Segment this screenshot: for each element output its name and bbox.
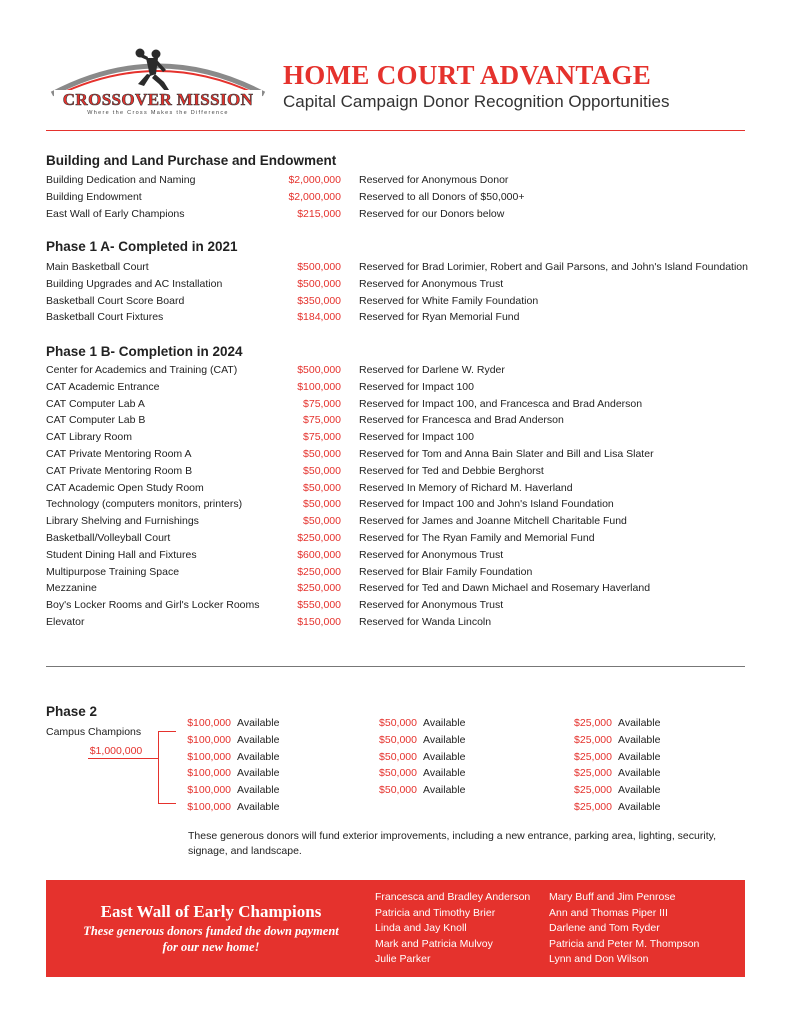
donor-row <box>0 448 791 465</box>
donor-row <box>0 482 791 499</box>
giving-level <box>571 717 660 729</box>
giving-level <box>376 751 465 763</box>
reservation-note: Reserved for Impact 100 <box>359 381 474 393</box>
donor-row <box>0 295 791 312</box>
phase2-title: Phase 2 <box>46 704 98 719</box>
level-amount: $100,000 <box>187 767 231 779</box>
donor-row <box>0 498 791 515</box>
giving-level <box>184 751 279 763</box>
opportunity-amount: $75,000 <box>303 398 341 410</box>
section-title: Building and Land Purchase and Endowment <box>46 153 337 168</box>
level-status: Available <box>237 751 280 763</box>
reservation-note: Reserved for Impact 100 and John's Island Foundation <box>359 498 614 510</box>
opportunity-name: CAT Library Room <box>46 431 132 443</box>
reservation-note: Reserved for Francesca and Brad Anderson <box>359 414 564 426</box>
reservation-note: Reserved for Anonymous Donor <box>359 174 509 186</box>
donor-row <box>0 174 791 191</box>
opportunity-amount: $50,000 <box>303 482 341 494</box>
donor-row <box>0 381 791 398</box>
phase2-label: Campus Champions <box>46 726 142 738</box>
opportunity-amount: $75,000 <box>303 414 341 426</box>
reservation-note: Reserved for our Donors below <box>359 208 505 220</box>
donor-row <box>0 414 791 431</box>
reservation-note: Reserved for Anonymous Trust <box>359 549 504 561</box>
opportunity-amount: $2,000,000 <box>288 174 341 186</box>
reservation-note: Reserved for Tom and Anna Bain Slater and Bill and Lisa Slater <box>359 448 654 460</box>
phase2-total-amount: $1,000,000 <box>89 745 143 757</box>
level-status: Available <box>618 717 661 729</box>
level-status: Available <box>618 767 661 779</box>
opportunity-amount: $2,000,000 <box>288 191 341 203</box>
donor-row <box>0 311 791 328</box>
level-status: Available <box>618 734 661 746</box>
opportunity-name: Building Upgrades and AC Installation <box>46 278 223 290</box>
opportunity-name: Student Dining Hall and Fixtures <box>46 549 197 561</box>
opportunity-name: Technology (computers monitors, printers) <box>46 498 243 510</box>
level-amount: $25,000 <box>574 784 612 796</box>
reservation-note: Reserved for Impact 100, and Francesca and Brad Anderson <box>359 398 643 410</box>
opportunity-amount: $50,000 <box>303 448 341 460</box>
reservation-note: Reserved for Ryan Memorial Fund <box>359 311 520 323</box>
level-amount: $25,000 <box>574 751 612 763</box>
reservation-note: Reserved for The Ryan Family and Memorial Fund <box>359 532 595 544</box>
reservation-note: Reserved In Memory of Richard M. Haverland <box>359 482 573 494</box>
opportunity-name: CAT Computer Lab A <box>46 398 145 410</box>
level-status: Available <box>618 784 661 796</box>
donor-name: Lynn and Don Wilson <box>549 953 649 965</box>
donor-row <box>0 261 791 278</box>
giving-level <box>571 751 660 763</box>
donor-row <box>0 278 791 295</box>
reservation-note: Reserved for Anonymous Trust <box>359 278 504 290</box>
opportunity-amount: $50,000 <box>303 465 341 477</box>
level-status: Available <box>423 767 466 779</box>
level-amount: $100,000 <box>187 784 231 796</box>
giving-level <box>376 717 465 729</box>
opportunity-name: CAT Private Mentoring Room A <box>46 448 192 460</box>
giving-level <box>571 734 660 746</box>
donor-row <box>0 616 791 633</box>
level-amount: $50,000 <box>379 751 417 763</box>
reservation-note: Reserved for Wanda Lincoln <box>359 616 492 628</box>
giving-level <box>571 767 660 779</box>
reservation-note: Reserved for Darlene W. Ryder <box>359 364 505 376</box>
opportunity-amount: $550,000 <box>297 599 341 611</box>
opportunity-amount: $500,000 <box>297 364 341 376</box>
donor-row <box>0 532 791 549</box>
reservation-note: Reserved for White Family Foundation <box>359 295 539 307</box>
phase2-bracket <box>158 731 159 804</box>
opportunity-name: Elevator <box>46 616 85 628</box>
opportunity-amount: $350,000 <box>297 295 341 307</box>
level-amount: $50,000 <box>379 717 417 729</box>
level-status: Available <box>237 734 280 746</box>
level-status: Available <box>423 751 466 763</box>
phase2-underline <box>88 758 158 759</box>
reservation-note: Reserved for Blair Family Foundation <box>359 566 533 578</box>
opportunity-name: Basketball/Volleyball Court <box>46 532 171 544</box>
giving-level <box>376 734 465 746</box>
reservation-note: Reserved for James and Joanne Mitchell Charitable Fund <box>359 515 627 527</box>
opportunity-name: CAT Private Mentoring Room B <box>46 465 193 477</box>
level-status: Available <box>618 751 661 763</box>
reservation-note: Reserved for Impact 100 <box>359 431 474 443</box>
donor-name: Mary Buff and Jim Penrose <box>549 891 676 903</box>
level-amount: $25,000 <box>574 801 612 813</box>
level-status: Available <box>237 767 280 779</box>
opportunity-amount: $500,000 <box>297 261 341 273</box>
level-amount: $25,000 <box>574 717 612 729</box>
opportunity-amount: $250,000 <box>297 582 341 594</box>
page-subtitle: Capital Campaign Donor Recognition Opportunities <box>283 92 670 111</box>
donor-name: Patricia and Timothy Brier <box>375 907 496 919</box>
opportunity-name: Main Basketball Court <box>46 261 149 273</box>
giving-level <box>184 801 279 813</box>
header-divider <box>46 130 745 131</box>
section-title: Phase 1 A- Completed in 2021 <box>46 239 238 254</box>
giving-level <box>184 767 279 779</box>
donor-row <box>0 515 791 532</box>
level-amount: $50,000 <box>379 784 417 796</box>
giving-level <box>184 784 279 796</box>
opportunity-amount: $50,000 <box>303 515 341 527</box>
reservation-note: Reserved for Anonymous Trust <box>359 599 504 611</box>
logo-wordmark: CROSSOVER MISSION <box>62 90 254 109</box>
opportunity-amount: $100,000 <box>297 381 341 393</box>
level-status: Available <box>423 784 466 796</box>
opportunity-name: Building Dedication and Naming <box>46 174 196 186</box>
level-status: Available <box>237 717 280 729</box>
level-status: Available <box>618 801 661 813</box>
donor-name: Julie Parker <box>375 953 431 965</box>
level-amount: $50,000 <box>379 734 417 746</box>
opportunity-name: Multipurpose Training Space <box>46 566 180 578</box>
reservation-note: Reserved to all Donors of $50,000+ <box>359 191 525 203</box>
level-amount: $25,000 <box>574 734 612 746</box>
level-status: Available <box>237 801 280 813</box>
giving-level <box>376 784 465 796</box>
level-amount: $100,000 <box>187 801 231 813</box>
level-amount: $100,000 <box>187 717 231 729</box>
level-amount: $100,000 <box>187 734 231 746</box>
opportunity-amount: $215,000 <box>297 208 341 220</box>
level-status: Available <box>423 734 466 746</box>
donor-row <box>0 191 791 208</box>
opportunity-name: CAT Academic Open Study Room <box>46 482 204 494</box>
crossover-mission-logo <box>48 44 268 124</box>
opportunity-amount: $600,000 <box>297 549 341 561</box>
giving-level <box>376 767 465 779</box>
opportunity-name: CAT Computer Lab B <box>46 414 146 426</box>
section-divider <box>46 666 745 667</box>
east-wall-subtitle: These generous donors funded the down payment for our new home! <box>83 924 339 954</box>
east-wall-title: East Wall of Early Champions <box>100 902 322 921</box>
level-status: Available <box>423 717 466 729</box>
phase2-bracket-top <box>158 731 176 732</box>
opportunity-amount: $250,000 <box>297 566 341 578</box>
giving-level <box>184 717 279 729</box>
opportunity-amount: $75,000 <box>303 431 341 443</box>
opportunity-amount: $50,000 <box>303 498 341 510</box>
logo-tagline: Where the Cross Makes the Difference <box>87 110 229 116</box>
giving-level <box>571 784 660 796</box>
opportunity-name: East Wall of Early Champions <box>46 208 185 220</box>
opportunity-name: Mezzanine <box>46 582 97 594</box>
page-title: HOME COURT ADVANTAGE <box>283 60 652 90</box>
opportunity-amount: $500,000 <box>297 278 341 290</box>
opportunity-name: Boy's Locker Rooms and Girl's Locker Rooms <box>46 599 260 611</box>
donor-row <box>0 398 791 415</box>
donor-name: Francesca and Bradley Anderson <box>375 891 531 903</box>
phase2-note: These generous donors will fund exterior improvements, including a new entrance, parking area, lighting, security, signage, and landscape. <box>188 830 716 857</box>
donor-name: Mark and Patricia Mulvoy <box>375 938 493 950</box>
donor-name: Darlene and Tom Ryder <box>549 922 660 934</box>
opportunity-name: Basketball Court Fixtures <box>46 311 164 323</box>
phase2-bracket-bottom <box>158 803 176 804</box>
giving-level <box>184 734 279 746</box>
reservation-note: Reserved for Ted and Dawn Michael and Rosemary Haverland <box>359 582 651 594</box>
level-status: Available <box>237 784 280 796</box>
opportunity-amount: $250,000 <box>297 532 341 544</box>
donor-name: Ann and Thomas Piper III <box>549 907 668 919</box>
donor-row <box>0 465 791 482</box>
giving-level <box>571 801 660 813</box>
donor-name: Patricia and Peter M. Thompson <box>549 938 700 950</box>
opportunity-name: Center for Academics and Training (CAT) <box>46 364 238 376</box>
opportunity-name: Library Shelving and Furnishings <box>46 515 199 527</box>
level-amount: $25,000 <box>574 767 612 779</box>
donor-row <box>0 364 791 381</box>
level-amount: $50,000 <box>379 767 417 779</box>
opportunity-name: Building Endowment <box>46 191 142 203</box>
reservation-note: Reserved for Ted and Debbie Berghorst <box>359 465 544 477</box>
opportunity-amount: $150,000 <box>297 616 341 628</box>
donor-row <box>0 566 791 583</box>
donor-row <box>0 208 791 225</box>
section-title: Phase 1 B- Completion in 2024 <box>46 344 243 359</box>
opportunity-name: Basketball Court Score Board <box>46 295 185 307</box>
opportunity-name: CAT Academic Entrance <box>46 381 160 393</box>
level-amount: $100,000 <box>187 751 231 763</box>
donor-row <box>0 549 791 566</box>
donor-row <box>0 431 791 448</box>
reservation-note: Reserved for Brad Lorimier, Robert and Gail Parsons, and John's Island Foundation <box>359 261 748 273</box>
donor-row <box>0 582 791 599</box>
donor-name: Linda and Jay Knoll <box>375 922 467 934</box>
opportunity-amount: $184,000 <box>297 311 341 323</box>
donor-row <box>0 599 791 616</box>
